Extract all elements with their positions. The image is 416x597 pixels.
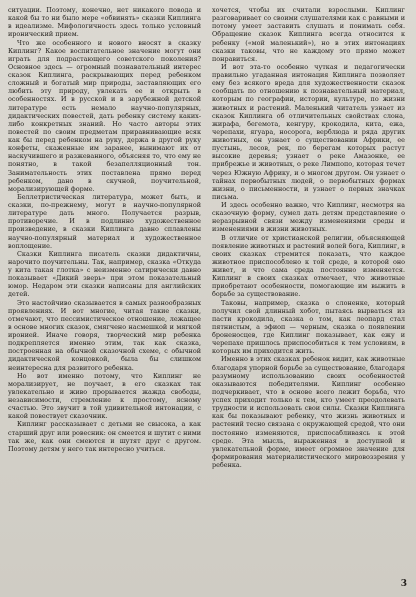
paragraph: Беллетристическая литература, может быть, и сказки, по-прежнему, могут в научно-популярной литературе дать много. Получается разрыв, противоречие. И в подлинно художественное произведение, в сказки Киплинга давно сплавлены научно-популярный материал и художественное воплощение. xyxy=(8,192,201,250)
paragraph: И вот эта-то особенно чуткая и педагогически правильно угаданная интонация Киплинга позволяет ему без всякого вреда для художественности сказок сообщать по отношению к познавательный материал, которым по географии, истории, культуре, по жизни животных и растений. Маленький читатель узнает из сказок Киплинга об отличительных свойствах слона, жирафа, бегемота, кенгуру, крокодила, кита, ежа, черепахи, ягуара, носорога, верблюда и ряда других животных, он узнает о существовании Африки, ее пустынь, лесов, рек, по берегам которых растут высокие деревья; узнает о реке Амазонке, ее прибрежье и животных, о реке Лимпопо, которая течет через Южную Африку, и о многом другом. Он узнает о тайнах первобытных людей, о первобытных формах жизни, о письменности, и узнает о первых значках письма. xyxy=(212,62,405,201)
right-text-column xyxy=(212,6,405,580)
paragraph: И здесь особенно важно, что Киплинг, несмотря на сказочную форму, сумел дать детям представление о неразрывной связи между изменениями среды и изменениями в жизни животных. xyxy=(212,201,405,234)
paragraph: Что же особенного и нового вносят в сказку Киплинг? Какое воспитательное значение могут они играть для подрастающего советского поколения? Основное здесь — огромный познавательный интерес сказок Киплинга, раскрывающих перед ребенком сложный и богатый мир природы, заставляющих его любить эту природу, увлекать ее и открыть в особенностях. И в русской и в зарубежной детской литературе есть немало научно-популярных, дидактических повестей, дать ребенку систему каких-либо конкретных знаний. Но часто авторы этих повестей по своим предметам приравнивающие всяк как бы перед ребенком на руку, держа в другой руку конфеты, скаженные им заранее, вынимают их от наскучившего и разжеванного, объясняя то, что ему не понятно, в такой безапелляционный тон. Занимательность этих поставлена прямо перед ребенком, дано в скучной, поучительной, морализирующей форме. xyxy=(8,38,201,193)
paragraph: В отличие от христианской религии, объясняющей появление животных и растений волей бога, Киплинг, в своих сказках стремится показать, что каждое животное приспособлено к той среде, в которой оно живет, и что сама среда постоянно изменяется. Киплинг в своих сказках отмечает, что животные приобретают особенности, помогающие им выжить в борьбе за существование. xyxy=(212,233,405,299)
paragraph: Именно в этих сказках ребенок видит, как животные благодаря упорной борьбе за существование, благодаря разумному использованию своих особенностей оказываются победителями. Киплинг особенно подчеркивает, что в основе всего лежит борьба, что успех приходит только к тем, кто умеет преодолевать трудности и использовать свои силы. Сказки Киплинга как бы показывают ребенку, что жизнь животных и растений тесно связана с окружающей средой, что они постоянно изменяются, приспосабливаясь к этой среде. Эта мысль, выраженная в доступной и увлекательной форме, имеет огромное значение для формирования материалистического мировоззрения у ребенка. xyxy=(212,355,405,469)
paragraph: Но вот именно потому, что Киплинг не морализирует, не поучает, в его сказках так увлекательно и живо прорывается жажда свободы, независимости, стремление к простому, ясному счастью. Это звучит в той удивительной интонации, с какой повествует сказочник. xyxy=(8,371,201,421)
left-text-column xyxy=(8,6,201,594)
paragraph: Таковы, например, сказка о слоненке, который получил свой длинный хобот, пытаясь вырваться из пасти крокодила, сказка о том, как леопард стал пятнистым, а эфиоп — черным, сказка о появлении броненосцев, где Киплинг показывает, как ежу и черепахе пришлось приспособиться к тем условиям, в которых им приходится жить. xyxy=(212,298,405,356)
paragraph: Это настойчиво сказывается в самых разнообразных проявлениях. И вот многие, читая такие сказки, отмечают, что пессимистическое отношение, лежащее в основе многих сказок, смягчено насмешкой и мягкой иронией. Иначе говоря, творческий мир ребенка подкрепляется именно этим, так как сказка, построенная на обычной сказочной схеме, с обычной дидактической концовкой, была бы слишком неинтересна для развитого ребенка. xyxy=(8,298,201,372)
paragraph: Сказки Киплинга писатель сказки дидактичны, нарочито поучительны. Так, например, сказка «Откуда у кита такая глотка» с неизменно сатирически давно показывает «Дикий зверь» при этом показательный юмор. Недаром эти сказки написаны для английских детей. xyxy=(8,249,201,299)
paragraph: Киплинг рассказывает с детьми не свысока, а как старший друг или ровесник: он смеется и шутит с ними так же, как они смеются и шутят друг с другом. Поэтому детям у него так интересно учиться. xyxy=(8,420,201,453)
page-number: 3 xyxy=(400,579,407,589)
paragraph: хочется, чтобы их считали взрослыми. Киплинг разговаривает со своими слушателями как с равными и потому умеет заставить слушать и понимать себя. Обращение сказок Киплинга всегда относится к ребенку («мой маленький»), но в этих интонациях сказки таковы, что не каждому это прямо может понравиться. xyxy=(212,6,405,63)
paragraph: ситуации. Поэтому, конечно, нет никакого повода и какой бы то ни было мере «обвинять» сказки Киплинга в идеализме. Мифологичность здесь только условный иронический прием. xyxy=(8,6,201,39)
